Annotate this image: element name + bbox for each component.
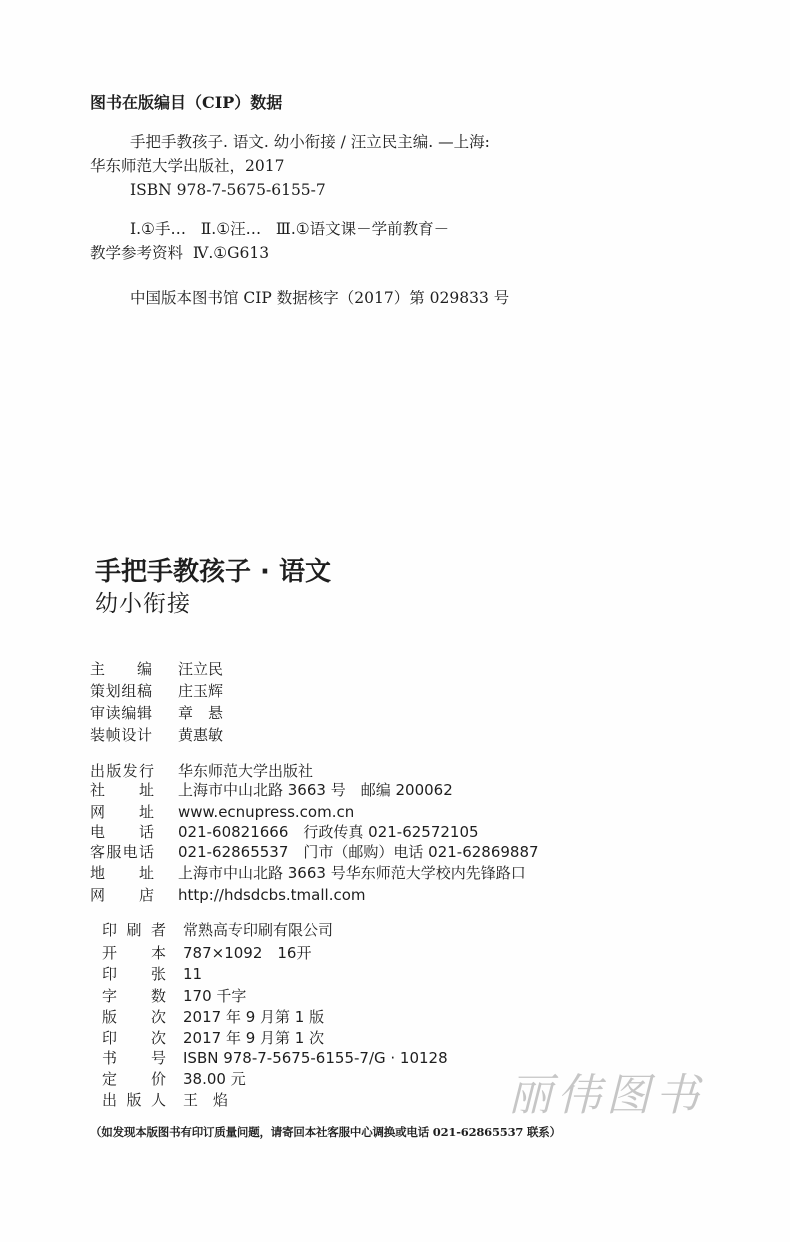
credit-value: 黄惠敏	[178, 726, 224, 744]
cip-heading: 图书在版编目（CIP）数据	[90, 93, 283, 112]
credit-row-planning-editor	[90, 681, 223, 701]
printing-value: 王 焰	[183, 1091, 229, 1109]
credit-row-cover-design	[90, 725, 223, 745]
printing-value: 787×1092 16开	[183, 944, 312, 962]
publisher-label: 出版发行	[90, 762, 154, 780]
printing-row-printer	[102, 920, 333, 940]
printing-value: 2017 年 9 月第 1 版	[183, 1008, 325, 1026]
publisher-row-service-phone	[90, 842, 539, 862]
publisher-value: 上海市中山北路 3663 号华东师范大学校内先锋路口	[178, 864, 526, 882]
cip-line-isbn: ISBN 978-7-5675-6155-7	[130, 181, 326, 199]
credit-row-review-editor	[90, 703, 223, 723]
credit-label: 主 编	[90, 660, 152, 678]
printing-label: 字 数	[102, 987, 166, 1005]
publisher-row-name	[90, 761, 313, 781]
publisher-row-website	[90, 802, 354, 822]
printing-row-publisher-person	[102, 1090, 228, 1110]
printing-row-impression	[102, 1028, 324, 1048]
cip-line-publisher: 华东师范大学出版社，2017	[90, 157, 285, 175]
printing-value: 170 千字	[183, 987, 247, 1005]
printing-label: 出 版 人	[102, 1091, 166, 1109]
publisher-row-store-address	[90, 863, 526, 883]
publisher-row-phone	[90, 822, 479, 842]
printing-label: 印 刷 者	[102, 921, 166, 939]
printing-value: 38.00 元	[183, 1070, 246, 1088]
publisher-label: 社 址	[90, 781, 154, 799]
publisher-label: 地 址	[90, 864, 154, 882]
watermark: 丽伟图书	[508, 1070, 704, 1121]
credit-label: 审读编辑	[90, 704, 152, 722]
printing-label: 印 次	[102, 1029, 166, 1047]
printing-label: 开 本	[102, 944, 166, 962]
printing-label: 定 价	[102, 1070, 166, 1088]
cip-line-record-number: 中国版本图书馆 CIP 数据核字（2017）第 029833 号	[130, 289, 510, 307]
printing-label: 书 号	[102, 1049, 166, 1067]
printing-label: 印 张	[102, 965, 166, 983]
book-title: 手把手教孩子 · 语文	[95, 557, 331, 587]
publisher-label: 网 店	[90, 886, 154, 904]
publisher-label: 电 话	[90, 823, 154, 841]
credit-value: 庄玉辉	[178, 682, 224, 700]
cip-line-subjects: Ⅰ.①手… Ⅱ.①汪… Ⅲ.①语文课－学前教育－	[130, 220, 450, 238]
printing-value: ISBN 978-7-5675-6155-7/G · 10128	[183, 1049, 448, 1067]
printing-row-sheets	[102, 964, 202, 984]
credit-label: 装帧设计	[90, 726, 152, 744]
publisher-value: http://hdsdcbs.tmall.com	[178, 886, 366, 904]
publisher-value: 华东师范大学出版社	[178, 762, 314, 780]
publisher-row-address	[90, 780, 453, 800]
cip-line-classification: 教学参考资料 Ⅳ.①G613	[90, 244, 270, 262]
publisher-label: 网 址	[90, 803, 154, 821]
book-subtitle: 幼小衔接	[95, 591, 191, 617]
cip-line-title: 手把手教孩子. 语文. 幼小衔接 / 汪立民主编. —上海:	[130, 133, 490, 151]
printing-row-edition	[102, 1007, 324, 1027]
quality-notice: （如发现本版图书有印订质量问题，请寄回本社客服中心调换或电话 021-62865537 联系）	[90, 1125, 561, 1139]
credit-label: 策划组稿	[90, 682, 152, 700]
credit-value: 汪立民	[178, 660, 224, 678]
printing-row-word-count	[102, 986, 246, 1006]
publisher-row-online-store	[90, 885, 366, 905]
printing-label: 版 次	[102, 1008, 166, 1026]
publisher-value: 021-60821666 行政传真 021-62572105	[178, 823, 479, 841]
publisher-label: 客服电话	[90, 843, 154, 861]
publisher-value: 上海市中山北路 3663 号 邮编 200062	[178, 781, 453, 799]
printing-row-format	[102, 943, 311, 963]
printing-value: 11	[183, 965, 203, 983]
publisher-value: www.ecnupress.com.cn	[178, 803, 355, 821]
printing-row-book-number	[102, 1048, 448, 1068]
printing-value: 2017 年 9 月第 1 次	[183, 1029, 325, 1047]
printing-row-price	[102, 1069, 246, 1089]
publisher-value: 021-62865537 门市（邮购）电话 021-62869887	[178, 843, 539, 861]
printing-value: 常熟高专印刷有限公司	[183, 921, 334, 939]
credit-value: 章 悬	[178, 704, 224, 722]
credit-row-chief-editor	[90, 659, 223, 679]
